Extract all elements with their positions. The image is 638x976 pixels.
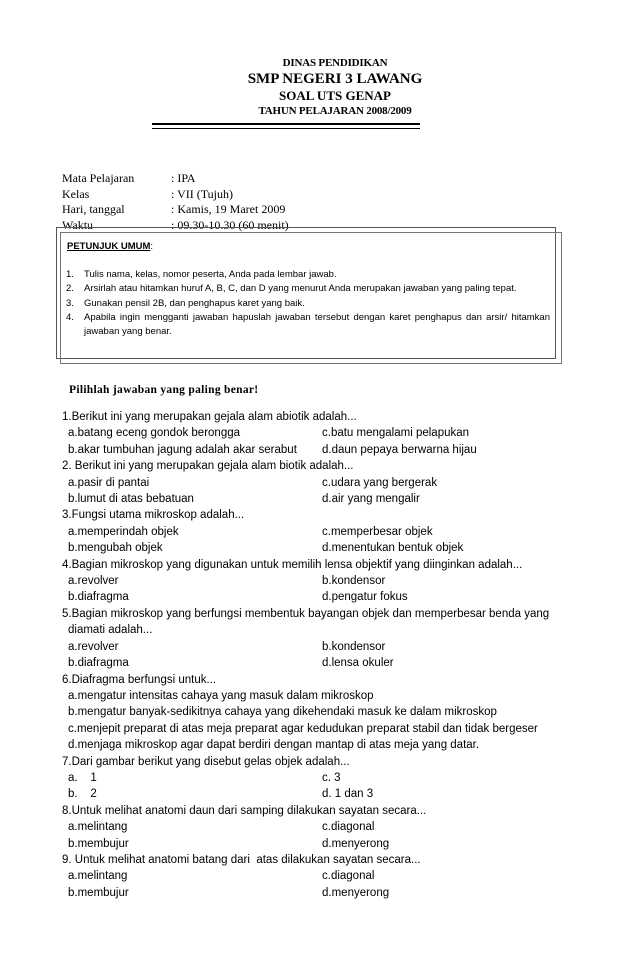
option-c[interactable]: c. 3 xyxy=(322,771,341,784)
info-value: : 09.30-10.30 (60 menit) xyxy=(171,217,289,232)
option-c[interactable]: c.diagonal xyxy=(322,870,375,883)
school-year: TAHUN PELAJARAN 2008/2009 xyxy=(258,105,412,117)
question-4 xyxy=(62,557,582,606)
question-2 xyxy=(62,458,582,507)
instruction-number: 4. xyxy=(66,311,74,323)
instruction-number: 1. xyxy=(66,269,74,280)
header-rule-thin xyxy=(152,128,420,129)
info-label: Waktu xyxy=(62,217,94,232)
option-d[interactable]: d. 1 dan 3 xyxy=(322,788,374,801)
option-row xyxy=(62,589,582,605)
question-stem: 8.Untuk melihat anatomi daun dari samping dilakukan sayatan secara... xyxy=(62,804,427,817)
option-row xyxy=(62,491,582,507)
header-rule-thick xyxy=(152,123,420,125)
option-a[interactable]: a. 1 xyxy=(68,771,97,784)
option-b[interactable]: b.lumut di atas bebatuan xyxy=(68,493,194,506)
option-b[interactable]: b.membujur xyxy=(68,886,129,899)
option-row xyxy=(62,868,582,884)
info-label: Hari, tanggal xyxy=(62,202,125,216)
instruction-text: Apabila ingin mengganti jawaban hapuslah jawaban tersebut dengan karet penghapus dan arsir/ hitamkan jawaban yang benar. xyxy=(84,311,550,338)
instruction-number: 3. xyxy=(66,297,74,309)
question-stem: 4.Bagian mikroskop yang digunakan untuk memilih lensa objektif yang diinginkan adalah... xyxy=(62,558,523,571)
instruction-number: 2. xyxy=(66,283,74,295)
question-9 xyxy=(62,852,582,901)
question-stem: 7.Dari gambar berikut yang disebut gelas objek adalah... xyxy=(62,755,350,768)
option-d[interactable]: d.air yang mengalir xyxy=(322,493,420,506)
option-c[interactable]: c.diagonal xyxy=(322,821,375,834)
option-c[interactable]: b.kondensor xyxy=(322,575,386,588)
option-a[interactable]: a.batang eceng gondok berongga xyxy=(68,427,241,440)
option-d[interactable]: d.menjaga mikroskop agar dapat berdiri dengan mantap di atas meja yang datar. xyxy=(68,739,480,752)
option-row xyxy=(62,475,582,491)
exam-title: SOAL UTS GENAP xyxy=(279,88,391,103)
instructions-heading xyxy=(67,241,153,253)
option-d[interactable]: d.menentukan bentuk objek xyxy=(322,542,464,555)
option-d[interactable]: d.lensa okuler xyxy=(322,657,394,670)
option-c[interactable]: c.batu mengalami pelapukan xyxy=(322,427,470,440)
question-stem: 3.Fungsi utama mikroskop adalah... xyxy=(62,509,245,522)
option-a[interactable]: a.revolver xyxy=(68,640,119,653)
instruction-item xyxy=(66,311,550,340)
instruction-text: Tulis nama, kelas, nomor peserta, Anda pada lembar jawab. xyxy=(84,269,337,280)
question-stem-continued: diamati adalah... xyxy=(68,624,153,637)
question-7 xyxy=(62,754,582,803)
option-a[interactable]: a.melintang xyxy=(68,870,128,883)
option-row xyxy=(62,425,582,441)
option-a[interactable]: a.revolver xyxy=(68,575,119,588)
question-stem: 2. Berikut ini yang merupakan gejala alam biotik adalah... xyxy=(62,460,354,473)
option-a[interactable]: a.mengatur intensitas cahaya yang masuk dalam mikroskop xyxy=(68,689,374,702)
info-row-class xyxy=(62,187,289,203)
instruction-item xyxy=(66,282,550,296)
option-b[interactable]: b.membujur xyxy=(68,837,129,850)
question-stem: 1.Berikut ini yang merupakan gejala alam abiotik adalah... xyxy=(62,411,357,423)
info-row-subject xyxy=(62,171,289,187)
instruction-item xyxy=(66,297,550,311)
info-label: Kelas xyxy=(62,186,90,201)
option-b[interactable]: b. 2 xyxy=(68,788,97,801)
option-a[interactable]: a.melintang xyxy=(68,821,128,834)
instruction-text: Arsirlah atau hitamkan huruf A, B, C, dan D yang menurut Anda merupakan jawaban yang paling tepat. xyxy=(84,283,517,295)
option-row xyxy=(62,819,582,835)
option-row xyxy=(62,540,582,556)
instructions-colon: : xyxy=(150,241,154,252)
info-value: : VII (Tujuh) xyxy=(171,186,234,201)
option-b[interactable]: b.mengubah objek xyxy=(68,542,163,555)
answer-instruction: Pilihlah jawaban yang paling benar! xyxy=(69,384,259,396)
exam-header xyxy=(200,56,470,118)
info-value: : Kamis, 19 Maret 2009 xyxy=(171,202,286,216)
question-stem: 9. Untuk melihat anatomi batang dari atas dilakukan sayatan secara... xyxy=(62,853,421,866)
option-row xyxy=(62,573,582,589)
option-row xyxy=(62,442,582,458)
option-d[interactable]: d.menyerong xyxy=(322,886,390,899)
school-name: SMP NEGERI 3 LAWANG xyxy=(247,71,423,87)
option-a[interactable]: a.pasir di pantai xyxy=(68,476,150,489)
option-row xyxy=(62,885,582,901)
question-stem: 5.Bagian mikroskop yang berfungsi membentuk bayangan objek dan memperbesar benda yang xyxy=(62,607,550,620)
option-c[interactable]: b.kondensor xyxy=(322,640,386,653)
option-d[interactable]: d.menyerong xyxy=(322,837,390,850)
option-row xyxy=(62,836,582,852)
question-list xyxy=(62,409,582,901)
info-value: : IPA xyxy=(171,171,196,185)
option-row xyxy=(62,639,582,655)
option-row xyxy=(62,770,582,786)
option-row xyxy=(62,524,582,540)
instructions-list xyxy=(66,268,550,339)
option-d[interactable]: d.pengatur fokus xyxy=(322,591,408,604)
option-row xyxy=(62,655,582,671)
instruction-item xyxy=(66,268,550,282)
info-row-date xyxy=(62,202,289,218)
option-b[interactable]: b.mengatur banyak-sedikitnya cahaya yang dikehendaki masuk ke dalam mikroskop xyxy=(68,706,497,719)
option-b[interactable]: b.diafragma xyxy=(68,657,129,670)
question-1 xyxy=(62,409,582,458)
question-5 xyxy=(62,606,582,672)
option-a[interactable]: a.memperindah objek xyxy=(68,525,179,538)
instruction-text: Gunakan pensil 2B, dan penghapus karet yang baik. xyxy=(84,297,305,309)
instructions-title: PETUNJUK UMUM xyxy=(67,241,151,252)
option-c[interactable]: c.memperbesar objek xyxy=(322,525,433,538)
agency-name: DINAS PENDIDIKAN xyxy=(282,57,388,69)
option-d[interactable]: d.daun pepaya berwarna hijau xyxy=(322,443,477,456)
option-b[interactable]: b.diafragma xyxy=(68,591,129,604)
option-c[interactable]: c.udara yang bergerak xyxy=(322,476,438,489)
option-row xyxy=(62,786,582,802)
option-c[interactable]: c.menjepit preparat di atas meja preparat agar kedudukan preparat stabil dan tidak bergeser xyxy=(68,722,538,735)
exam-info xyxy=(62,171,289,233)
question-3 xyxy=(62,507,582,556)
option-b[interactable]: b.akar tumbuhan jagung adalah akar serabut xyxy=(68,443,297,456)
question-stem: 6.Diafragma berfungsi untuk... xyxy=(62,673,217,686)
question-6 xyxy=(62,672,582,754)
question-8 xyxy=(62,803,582,852)
info-label: Mata Pelajaran xyxy=(62,171,135,185)
